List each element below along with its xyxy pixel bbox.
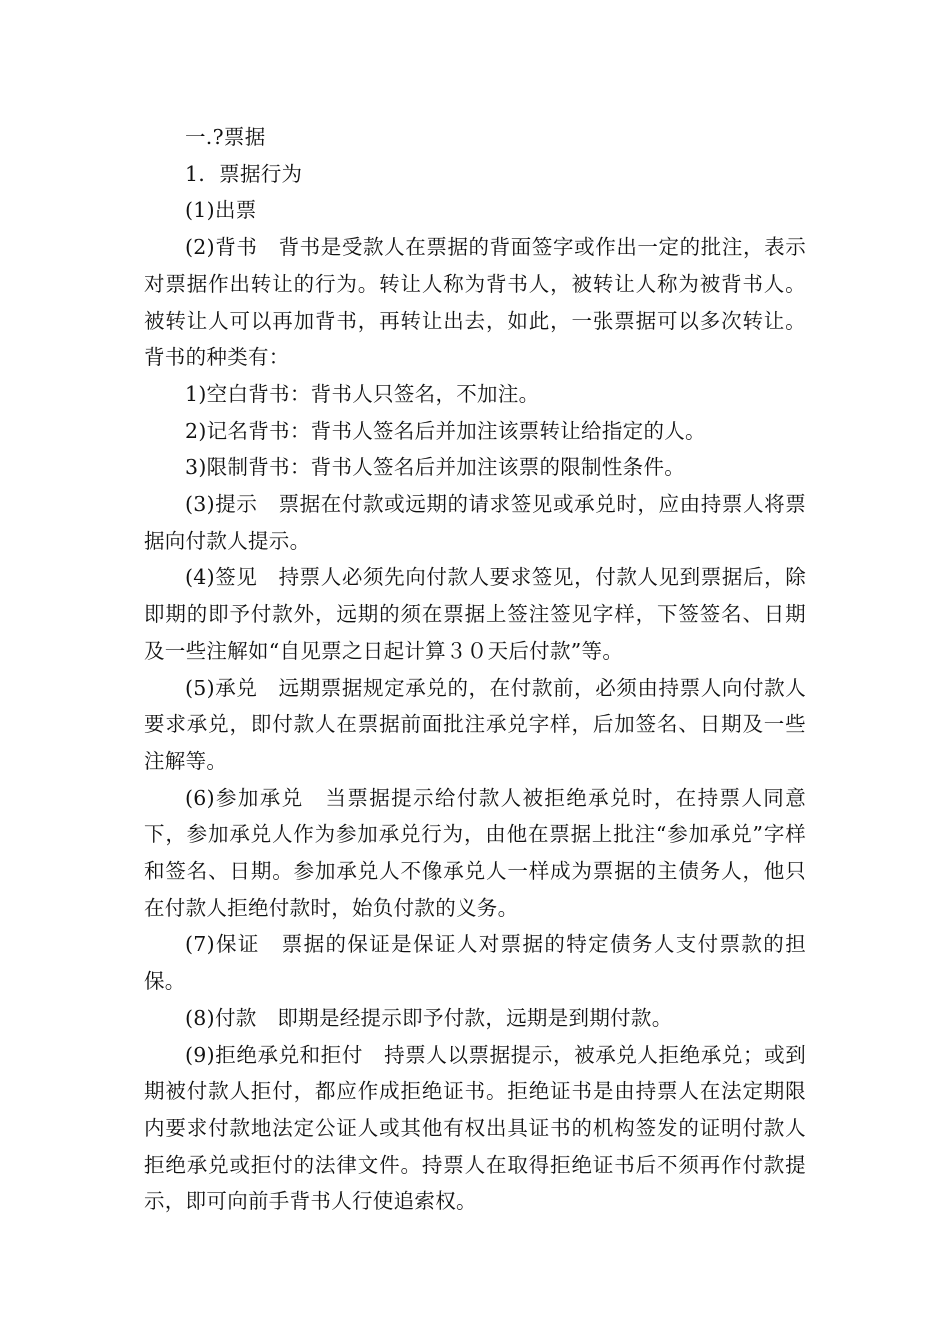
section-heading: 一.?票据 xyxy=(185,125,266,149)
subsection-heading: 1．票据行为 xyxy=(185,161,303,186)
paragraph-issuance: (1)出票 xyxy=(185,198,257,223)
paragraph-presentment: (3)提示 票据在付款或远期的请求签见或承兑时，应由持票人将票据向付款人提示。 xyxy=(144,492,806,553)
document-body xyxy=(144,119,806,1220)
paragraph-special-endorsement: 2)记名背书：背书人签名后并加注该票转让给指定的人。 xyxy=(185,418,706,443)
paragraph-blank-endorsement: 1)空白背书：背书人只签名，不加注。 xyxy=(185,381,540,406)
paragraph-endorsement: (2)背书 背书是受款人在票据的背面签字或作出一定的批注，表示对票据作出转让的行为。转让人称为背书人，被转让人称为被背书人。被转让人可以再加背书，再转让出去，如此，一张票据可以多次转让。背书的种类有： xyxy=(144,235,806,370)
paragraph-acceptance-for-honour: (6)参加承兑 当票据提示给付款人被拒绝承兑时，在持票人同意下，参加承兑人作为参加承兑行为，由他在票据上批注“参加承兑”字样和签名、日期。参加承兑人不像承兑人一样成为票据的主债务人，他只在付款人拒绝付款时，始负付款的义务。 xyxy=(144,785,806,920)
paragraph-guarantee: (7)保证 票据的保证是保证人对票据的特定债务人支付票款的担保。 xyxy=(144,932,806,994)
paragraph-sighting: (4)签见 持票人必须先向付款人要求签见，付款人见到票据后，除即期的即予付款外，远期的须在票据上签注签见字样，下签签名、日期及一些注解如“自见票之日起计算３０天后付款”等。 xyxy=(144,565,806,663)
paragraph-acceptance: (5)承兑 远期票据规定承兑的，在付款前，必须由持票人向付款人要求承兑，即付款人在票据前面批注承兑字样，后加签名、日期及一些注解等。 xyxy=(144,675,806,773)
paragraph-restrictive-endorsement: 3)限制背书：背书人签名后并加注该票的限制性条件。 xyxy=(185,455,686,480)
paragraph-payment: (8)付款 即期是经提示即予付款，远期是到期付款。 xyxy=(185,1005,673,1030)
paragraph-dishonour: (9)拒绝承兑和拒付 持票人以票据提示，被承兑人拒绝承兑；或到期被付款人拒付，都应作成拒绝证书。拒绝证书是由持票人在法定期限内要求付款地法定公证人或其他有权出具证书的机构签发的证明付款人拒绝承兑或拒付的法律文件。持票人在取得拒绝证书后不须再作付款提示，即可向前手背书人行使追索权。 xyxy=(144,1042,806,1214)
